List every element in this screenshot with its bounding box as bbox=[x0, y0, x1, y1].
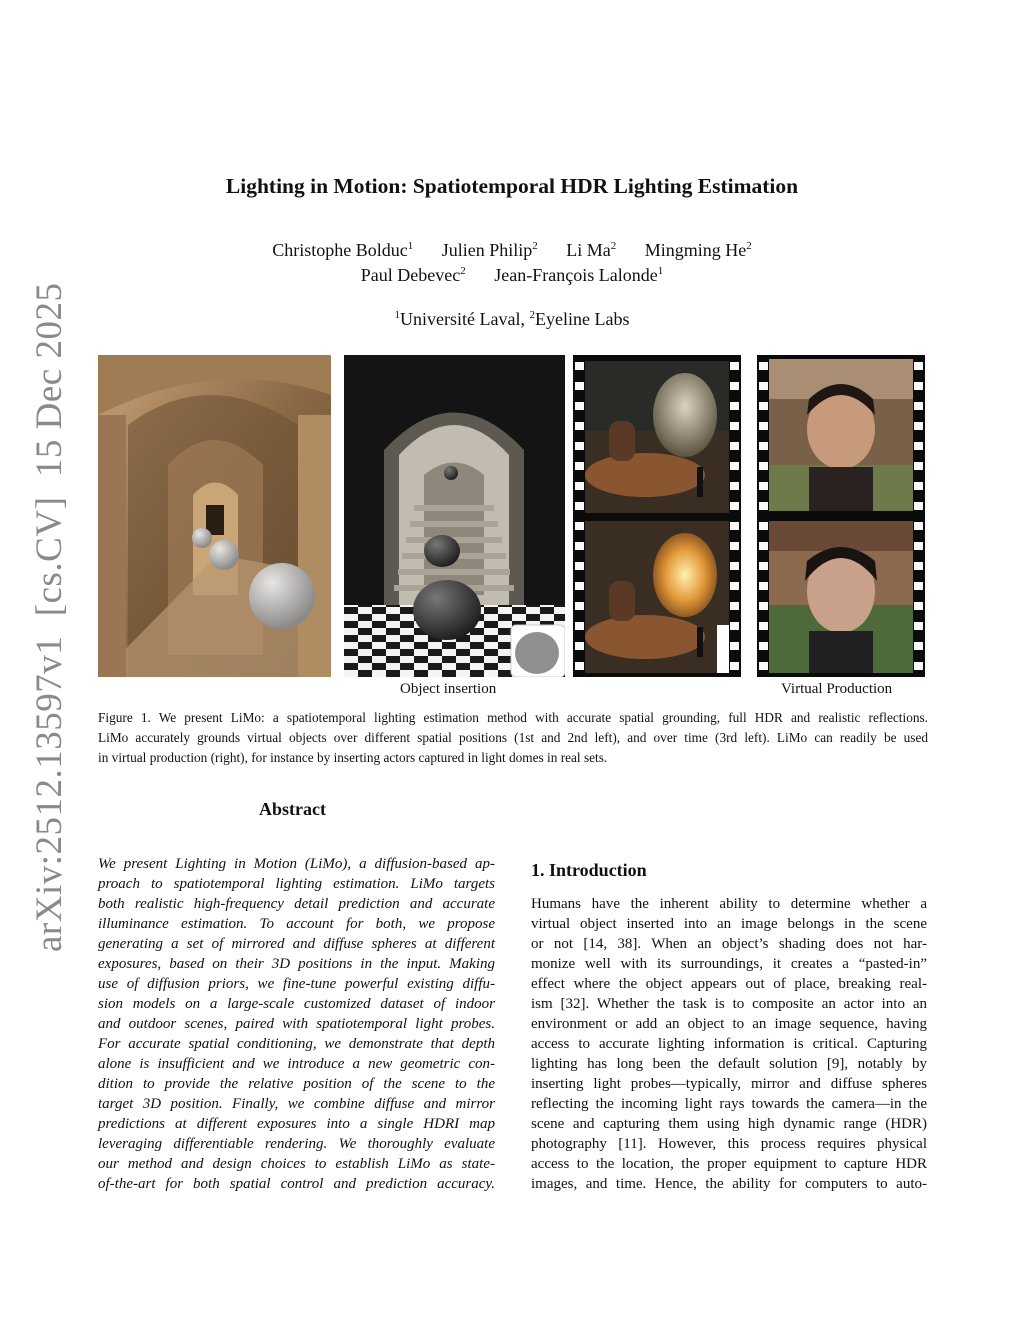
intro-line: monize well with its surroundings, it creates a “pasted-in” bbox=[531, 956, 927, 972]
figure-panel-corridor bbox=[98, 355, 331, 677]
abstract-line: use of diffusion priors, we fine-tune powerful existing diffu- bbox=[98, 976, 495, 992]
authors-line-1 bbox=[0, 240, 1024, 261]
introduction-heading: 1. Introduction bbox=[531, 860, 647, 880]
author: Li Ma$^2$ bbox=[566, 240, 617, 260]
abstract-line: We present Lighting in Motion (LiMo), a diffusion-based ap- bbox=[98, 856, 495, 872]
introduction-text bbox=[531, 894, 927, 1194]
caption-line: in virtual production (right), for instance by inserting actors captured in light domes in real sets. bbox=[98, 750, 608, 765]
author: Julien Philip$^2$ bbox=[441, 240, 538, 260]
authors-line-2 bbox=[0, 265, 1024, 286]
intro-line: ism [32]. Whether the task is to composite an actor into an bbox=[531, 996, 927, 1012]
arxiv-stamp: arXiv:2512.13597v1 [cs.CV] 15 Dec 2025 bbox=[29, 282, 70, 952]
intro-line: images, and time. Hence, the ability for computers to auto- bbox=[531, 1176, 927, 1192]
figure-panel-staircase bbox=[344, 355, 565, 677]
affiliations: $^1$Université Laval, $^2$Eyeline Labs bbox=[394, 309, 630, 329]
abstract-line: exposures, based on their 3D positions in the input. Making bbox=[98, 956, 495, 972]
intro-line: access to accurate lighting information is critical. Capturing bbox=[531, 1036, 927, 1052]
author: Jean-François Lalonde$^1$ bbox=[494, 265, 664, 285]
intro-line: scene and capturing them using high dynamic range (HDR) bbox=[531, 1116, 927, 1132]
abstract-line: alone is insufficient and we introduce a new geometric con- bbox=[98, 1056, 495, 1072]
intro-line: access to the location, the proper equipment to capture HDR bbox=[531, 1156, 927, 1172]
intro-line: inserting light probes—typically, mirror and diffuse spheres bbox=[531, 1076, 927, 1092]
abstract-line: of-the-art for both spatial control and prediction accuracy. bbox=[98, 1176, 495, 1192]
intro-line: virtual object inserted into an image belongs in the scene bbox=[531, 916, 927, 932]
intro-line: reflecting the incoming light rays towards the camera—in the bbox=[531, 1096, 927, 1112]
abstract-line: illuminance estimation. To account for both, we propose bbox=[98, 916, 495, 932]
abstract-line: For accurate spatial conditioning, we demonstrate that depth bbox=[98, 1036, 495, 1052]
figure-caption bbox=[98, 708, 928, 768]
abstract-line: and outdoor scenes, paired with spatiotemporal light probes. bbox=[98, 1016, 495, 1032]
author: Paul Debevec$^2$ bbox=[360, 265, 466, 285]
abstract-line: proach to spatiotemporal lighting estimation. LiMo targets bbox=[98, 876, 495, 892]
abstract-line: both realistic high-frequency detail prediction and accurate bbox=[98, 896, 495, 912]
caption-line: LiMo accurately grounds virtual objects over different spatial positions (1st and 2nd left), and over time (3rd left). LiMo can readily be used bbox=[98, 730, 928, 745]
abstract-heading: Abstract bbox=[259, 799, 326, 819]
figure-panel-filmstrip-lamp bbox=[573, 355, 741, 677]
author: Mingming He$^2$ bbox=[644, 240, 752, 260]
abstract-line: our method and design choices to establish LiMo as state- bbox=[98, 1156, 495, 1172]
figure-label-object-insertion: Object insertion bbox=[400, 681, 497, 697]
intro-line: Humans have the inherent ability to determine whether a bbox=[531, 896, 927, 912]
author: Christophe Bolduc$^1$ bbox=[272, 240, 414, 260]
abstract-line: leveraging differentiable rendering. We thoroughly evaluate bbox=[98, 1136, 495, 1152]
abstract-line: target 3D position. Finally, we combine diffuse and mirror bbox=[98, 1096, 495, 1112]
intro-line: or not [14, 38]. When an object’s shading does not har- bbox=[531, 936, 927, 952]
paper-title: Lighting in Motion: Spatiotemporal HDR Lighting Estimation bbox=[225, 174, 799, 198]
figure-label-virtual-production: Virtual Production bbox=[781, 681, 893, 697]
figure-panel-filmstrip-faces bbox=[757, 355, 925, 677]
intro-line: effect where the object appears out of place, breaking real- bbox=[531, 976, 927, 992]
caption-line: Figure 1. We present LiMo: a spatiotemporal lighting estimation method with accurate spatial grounding, full HDR and realistic reflections. bbox=[98, 710, 928, 725]
abstract-line: predictions at different exposures into a single HDRI map bbox=[98, 1116, 495, 1132]
intro-line: environment or add an object to an image sequence, having bbox=[531, 1016, 927, 1032]
abstract-line: sion models on a large-scale customized dataset of indoor bbox=[98, 996, 495, 1012]
intro-line: photography [11]. However, this process requires physical bbox=[531, 1136, 927, 1152]
intro-line: lighting has long been the default solution [9], notably by bbox=[531, 1056, 927, 1072]
abstract-line: generating a set of mirrored and diffuse spheres at different bbox=[98, 936, 495, 952]
abstract-line: dition to provide the relative position of the scene to the bbox=[98, 1076, 495, 1092]
abstract-text bbox=[98, 854, 495, 1194]
